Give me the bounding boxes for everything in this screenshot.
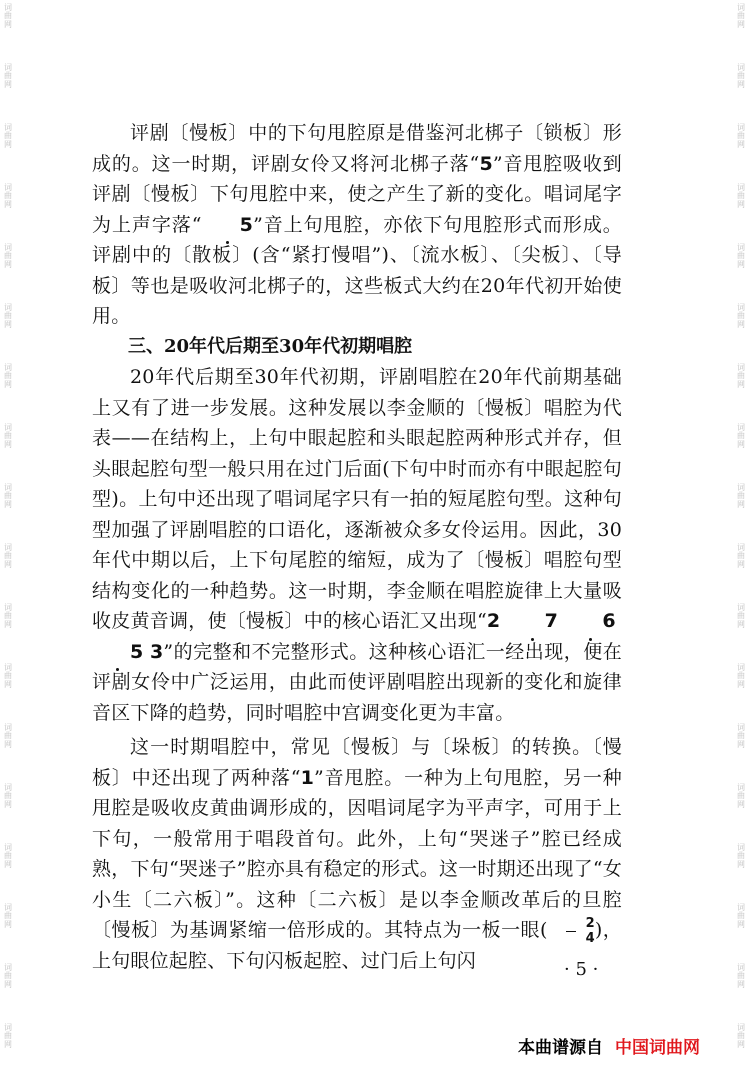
page-body [92,118,622,976]
watermark-mark: 词 曲 网 [4,483,12,509]
paragraph-2 [92,362,622,728]
watermark-mark: 词 曲 网 [4,423,12,449]
text-run: ”音甩腔。一种为上句甩腔，另一种甩腔是吸收皮黄曲调形成的，因唱词尾字为平声字，可用于上下句，一般常用于唱段首句。此外，上句“哭迷子”腔已经成熟，下句“哭迷子”腔亦具有稳定的形式。这一时期还出现了“女小生〔二六板〕”。这种〔二六板〕是以李金顺改革后的旦腔〔慢板〕为基调紧缩一倍形成的。其特点为一板一眼( [92,766,622,941]
note-7-low: 7 [507,606,558,637]
watermark-mark: 词 曲 网 [737,603,745,629]
note-3: 3 [149,640,164,663]
watermark-mark: 词 曲 网 [737,723,745,749]
watermark-mark: 词 曲 网 [737,303,745,329]
watermark-mark: 词 曲 网 [4,963,12,989]
watermark-mark: 词 曲 网 [4,843,12,869]
text-run: ”音上句甩腔，亦依下句甩腔形式而形成。评剧中的〔散板〕(含“紧打慢唱”)、〔流水板〕、〔尖板〕、〔导板〕等也是吸收河北梆子的，这些板式大约在20年代初开始使用。 [92,213,622,327]
note-6-low: 6 [564,606,615,637]
watermark-mark: 词 曲 网 [737,483,745,509]
watermark-mark: 词 曲 网 [737,423,745,449]
footer-credit [518,1033,700,1058]
watermark-mark: 词 曲 网 [737,363,745,389]
watermark-mark: 词 曲 网 [737,903,745,929]
note-5-low: 5 [202,210,253,241]
watermark-mark: 词 曲 网 [4,63,12,89]
text-run: ”的完整和不完整形式。这种核心语汇一经出现，便在评剧女伶中广泛运用，由此而使评剧唱腔出现新的变化和旋律音区下降的趋势，同时唱腔中宫调变化更为丰富。 [92,640,623,724]
text-run: )，上句眼位起腔、下句闪板起腔、过门后上句闪 [92,919,622,972]
note-5: 5 [479,152,493,175]
time-signature-fraction [548,917,595,946]
watermark-right [733,0,749,1083]
text-run: 评剧〔慢板〕中的下句甩腔原是借鉴河北梆子〔锁板〕形成的。这一时期，评剧女伶又将河北梆子落“ [92,122,622,175]
watermark-mark: 词 曲 网 [4,3,12,29]
watermark-mark: 词 曲 网 [4,543,12,569]
watermark-left [0,0,16,1083]
page-number: · 5 · [564,959,599,980]
watermark-mark: 词 曲 网 [4,1023,12,1049]
footer-site-link[interactable]: 中国词曲网 [615,1038,700,1058]
watermark-mark: 词 曲 网 [737,543,745,569]
watermark-mark: 词 曲 网 [737,183,745,209]
watermark-mark: 词 曲 网 [4,783,12,809]
watermark-mark: 词 曲 网 [737,3,745,29]
watermark-mark: 词 曲 网 [4,363,12,389]
fraction-denominator: 4 [585,930,595,946]
section-heading: 三、20年代后期至30年代初期唱腔 [128,335,413,357]
watermark-mark: 词 曲 网 [737,63,745,89]
footer-source-label: 本曲谱源自 [518,1038,603,1058]
watermark-mark: 词 曲 网 [4,903,12,929]
watermark-mark: 词 曲 网 [4,603,12,629]
watermark-mark: 词 曲 网 [737,1023,745,1049]
text-run: 这一时期唱腔中，常见〔慢板〕与〔垛板〕的转换。〔慢板〕中还出现了两种落“ [92,736,622,789]
watermark-mark: 词 曲 网 [737,783,745,809]
watermark-mark: 词 曲 网 [4,183,12,209]
watermark-mark: 词 曲 网 [4,123,12,149]
note-2: 2 [486,610,501,632]
paragraph-3 [92,732,622,976]
watermark-mark: 词 曲 网 [4,663,12,689]
watermark-mark: 词 曲 网 [737,843,745,869]
note-5-low: 5 [92,637,143,668]
paragraph-1 [92,118,622,332]
text-run: 20年代后期至30年代初期，评剧唱腔在20年代前期基础上又有了进一步发展。这种发展以李金顺的〔慢板〕唱腔为代表——在结构上，上句中眼起腔和头眼起腔两种形式并存，但头眼起腔句型一般只用在过门后面(下句中时而亦有中眼起腔句型)。上句中还出现了唱词尾字只有一拍的短尾腔句型。这种句型加强了评剧唱腔的口语化，逐渐被众多女伶运用。因此，30年代中期以后，上下句尾腔的缩短，成为了〔慢板〕唱腔句型结构变化的一种趋势。这一时期，李金顺在唱腔旋律上大量吸收皮黄音调，使〔慢板〕中的核心语汇又出现“ [92,366,622,632]
text-run: ”音甩腔吸收到评剧〔慢板〕下句甩腔中来，使之产生了新的变化。唱词尾字为上声字落“ [92,152,622,236]
watermark-mark: 词 曲 网 [737,963,745,989]
watermark-mark: 词 曲 网 [4,243,12,269]
watermark-mark: 词 曲 网 [4,723,12,749]
watermark-mark: 词 曲 网 [4,303,12,329]
watermark-mark: 词 曲 网 [737,663,745,689]
note-1: 1 [300,766,315,789]
watermark-mark: 词 曲 网 [737,123,745,149]
watermark-mark: 词 曲 网 [737,243,745,269]
fraction-numerator: 2 [585,915,595,931]
